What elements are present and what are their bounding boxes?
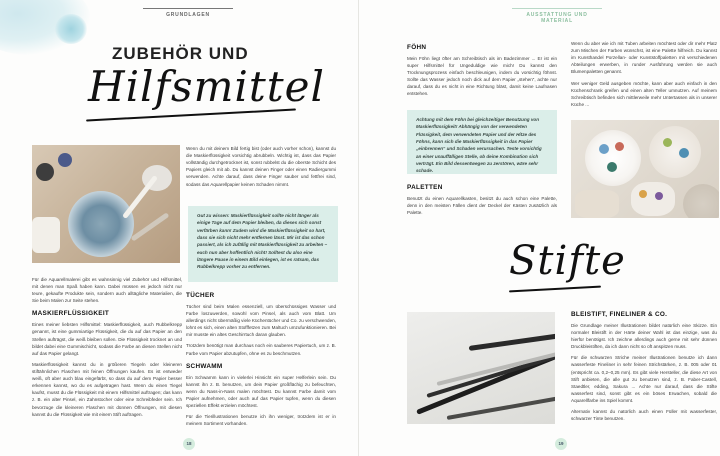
masking-pen xyxy=(122,175,158,219)
marker-pen xyxy=(469,333,555,351)
left-column-2-top xyxy=(186,145,336,192)
pencils-paragraph-1: Die Grundlage meiner Illustrationen bildet natürlich eine Skizze. Ein normaler Bleistift in der Härte deiner Wahl ist das einzige, was du hierfür benötigst. Ich zeichne allerdings auch gerne mit sehr dünnen Druckbleistiften, da ich dann nicht so oft anspitzen muss. xyxy=(571,322,717,350)
palette-tray xyxy=(575,190,619,218)
tube xyxy=(131,212,170,241)
flower-palette xyxy=(631,182,675,216)
right-column-2-top xyxy=(571,40,717,112)
heading-hair-dryer: FÖHN xyxy=(407,44,427,51)
right-column-2-bottom xyxy=(571,305,717,426)
masking-fluid-bottle xyxy=(58,153,72,167)
saucer-palette xyxy=(649,126,701,178)
heading-masking-fluid: MASKIERFLÜSSIGKEIT xyxy=(32,310,110,318)
photo-palettes xyxy=(571,120,719,218)
left-column-2-bottom xyxy=(186,286,336,431)
paper-towel xyxy=(32,217,60,253)
pencils-paragraph-2: Für die schwarzen Striche meiner Illustrationen benutze ich dann wasserfeste Fineliner in sehr feinen Strichstärken, z. B. 005 oder 01 (entspricht ca. 0,2–0,25 mm). Es gibt viele Hersteller, die diese Art von Stift anbieten, die alle gut zu benutzen sind, z. B. Faber-Castell, Staedtler, edding, Sakura ... Achte nur darauf, dass die Stifte wasserfest sind, sonst gibt es ein böses Erwachen, sobald die Aquarellfarbe ins Spiel kommt. xyxy=(571,355,717,404)
mixing-dish xyxy=(683,184,719,218)
page-title: ZUBEHÖR UND xyxy=(112,44,249,63)
masking-fluid-jar xyxy=(36,163,54,181)
rubbing-paragraph: Wenn du mit deinem Bild fertig bist (oder auch vorher schon), kannst du die Maskierflüssigkeit vorsichtig abrubbeln. Wichtig ist, dass das Papier vollständig durchgetrocknet ist, sonst rubbelst du die oberste Schicht des Papiers gleich mit ab. Du kannst deinen Finger oder einen Radiergummi verwenden. Achte darauf, dass deine Finger sauber und fettfrei sind, sodass das Aquarellpapier keinen Schaden nimmt. xyxy=(186,146,336,187)
palettes-paragraph: Benutzt du einen Aquarellkasten, besitzt du auch schon eine Palette, denn in den meisten Fällen dient der Deckel der Kästen zusätzlich als Palette. xyxy=(407,195,557,216)
right-page xyxy=(359,0,720,456)
paint-blue xyxy=(599,144,609,154)
section-title-script: Stifte xyxy=(509,238,626,284)
paint-red xyxy=(615,142,624,151)
drawing-pen xyxy=(447,395,555,420)
masking-paragraph-1: Eines meiner liebsten Hilfsmittel: Maskierflüssigkeit, auch Rubbelkrepp genannt, ist eine gummiartige Flüssigkeit, die du auf das Papier an den Stellen aufträgst, die weiß bleiben sollen. Die Flüssigkeit trocknet an und bildet dabei eine Gummischicht, sodass die Farbe an diesen Stellen nicht auf das Papier gelangt. xyxy=(32,322,182,356)
tip-box-hair-dryer: Achtung mit dem Föhn bei gleichzeitiger Benutzung von Maskierflüssigkeit! Abhängig von der verwendeten Flüssigkeit, dem verwendeten Papier und der Hitze des Föhns, kann sich die Maskierflüssigkeit in das Papier „einbrennen“ und Schaden verursachen. Teste vorsichtig an einer unauffälligen Stelle, ob deine Kombination sich verträgt. Ein Bild dessentwegen zu zerstören, wäre sehr schade. xyxy=(407,110,557,174)
page-number-right: 19 xyxy=(555,438,567,450)
page-title-script: Hilfsmittel xyxy=(88,62,325,111)
water-cup xyxy=(68,191,134,257)
paint-green xyxy=(607,162,617,172)
masking-paragraph-2: Maskierflüssigkeit kannst du in größeren Tiegeln oder kleineren stiftähnlichen Flaschen mit feinen Öffnungen kaufen. Es ist entweder weiß, oft aber auch blau eingefärbt, so dass du auf dem Papier besser erkennen kannst, wo du es aufgetragen hast. Wenn du einen Tiegel kaufst, musst du die Flüssigkeit mit einem Hilfsmittel auftragen; das kann z. B. ein alter Pinsel, ein Zahnstocher oder eine Schreibfeder sein. Ich bevorzuge die kleineren Flaschen mit dünnen Öffnungen, mit diesen kannst du die Flüssigkeit wie mit einem Stift auftragen. xyxy=(32,361,182,417)
left-page xyxy=(0,0,359,456)
paint-violet xyxy=(655,192,663,200)
heading-sponge: SCHWAMM xyxy=(186,362,223,370)
heading-towels: TÜCHER xyxy=(186,292,215,299)
paint-ochre xyxy=(639,190,647,198)
watercolor-splash-small xyxy=(55,14,87,44)
paint-yellowgreen xyxy=(663,138,672,147)
heading-pencils: BLEISTIFT, FINELINER & CO. xyxy=(571,311,668,318)
hair-dryer-paragraph: Mein Föhn liegt öfter am Schreibtisch als im Badezimmer ... Er ist ein super Hilfsmittel für Ungeduldige wie mich! Du kannst den Trocknungsprozess einfach beschleunigen, indem du vorsichtig föhnst. Sollte das Wasser jedoch noch dick auf dem Papier „stehen“, achte nur darauf, dass du es nicht in eine Richtung bläst, damit keine Laufnasen entstehen. xyxy=(407,55,557,97)
palettes-paragraph-2: Wenn du aber wie ich mit Tuben arbeiten möchtest oder dir mehr Platz zum Mischen der Farben wünschst, ist eine Palette hilfreich. Du kannst im Kunsthandel Porzellan- oder Kunststoffpaletten mit verschiedenen Abteilungen erwerben, in runder Ausführung werden sie auch Blumenpaletten genannt. xyxy=(571,41,717,75)
running-header-left: GRUNDLAGEN xyxy=(143,8,233,18)
tip-box-masking: Gut zu wissen: Maskierflüssigkeit sollte nicht länger als einige Tage auf dem Papier bleiben, da dieses sich sonst verfärben kann! Zudem wird die Maskierflüssigkeit so hart, dass sie sich nicht mehr entfernen lässt. Mir ist das schon passiert, als ich zufällig mit Maskierflüssigkeit zu arbeiten – euch nun aber hoffentlich nicht! Solltest du also eine längere Pause in einem Bild einlegen, ist es ratsam, das Rubbelkrepp vorher zu entfernen. xyxy=(188,206,338,282)
sponge-paragraph-1: Ein Schwamm kann in vielerlei Hinsicht ein super Helferlein sein. Du kannst ihn z. B. benutzen, um dein Papier großflächig zu befeuchten, wenn du Nass-in-Nass malen möchtest. Du kannst Farbe damit vom Papier aufnehmen, oder auch auf das Papier tupfen, wenn du diesen speziellen Effekt erzielen möchtest. xyxy=(186,374,336,409)
right-column-1-top xyxy=(407,38,557,102)
right-column-1-middle xyxy=(407,178,557,220)
left-column-1 xyxy=(32,276,182,422)
towels-paragraph-2: Trotzdem benötigt man durchaus noch ein sauberes Papiertuch, um z. B. Farbe vom Papier abzutupfen, ohne es zu beschmutzen. xyxy=(186,343,336,356)
heading-palettes: PALETTEN xyxy=(407,184,443,191)
photo-art-supplies xyxy=(32,145,180,263)
pencils-paragraph-3: Alternativ kannst du natürlich auch einen Füller mit wasserfester, schwarzer Tinte benutzen. xyxy=(571,409,717,422)
script-underline-stifte xyxy=(509,286,601,293)
paint-teal xyxy=(679,148,689,158)
running-header-right: AUSSTATTUNG UND MATERIAL xyxy=(512,8,602,24)
palettes-paragraph-3: Wer weniger Geld ausgeben möchte, kann aber auch einfach in den Küchenschrank greifen und einen alten Teller umnutzen. Auf meinem Schreibtisch befinden sich mittlerweile mehr Untertassen als in unserer Küche ... xyxy=(571,80,717,107)
sponge-paragraph-2: Für die Tierillustrationen benutze ich ihn weniger, trotzdem ist er in meinem Sortiment vorhanden. xyxy=(186,414,336,427)
page-number-left: 18 xyxy=(183,438,195,450)
porcelain-palette xyxy=(585,130,641,186)
photo-pens xyxy=(407,312,555,424)
towels-paragraph-1: Tücher sind beim Malen essenziell, um überschüssiges Wasser und Farbe loszuwerden, sowohl vom Pinsel, als auch vom Blatt. Um allerdings nicht übermäßig viele Küchentücher und Co. zu verschwenden, lohnt es sich, einen alten Stofffetzen zum Maltuch umzufunktionieren. Bei mir musste ein altes Geschirrtuch daran glauben. xyxy=(186,303,336,338)
intro-paragraph: Für die Aquarellmalerei gibt es wahnsinnig viel Zubehör und Hilfsmittel, mit denen man Spaß haben kann. Dabei müssen es jedoch nicht nur teure, gekaufte Produkte sein, sondern auch alltägliche Materialien, die Sie beim Malen zur Seite stehen. xyxy=(32,277,182,304)
